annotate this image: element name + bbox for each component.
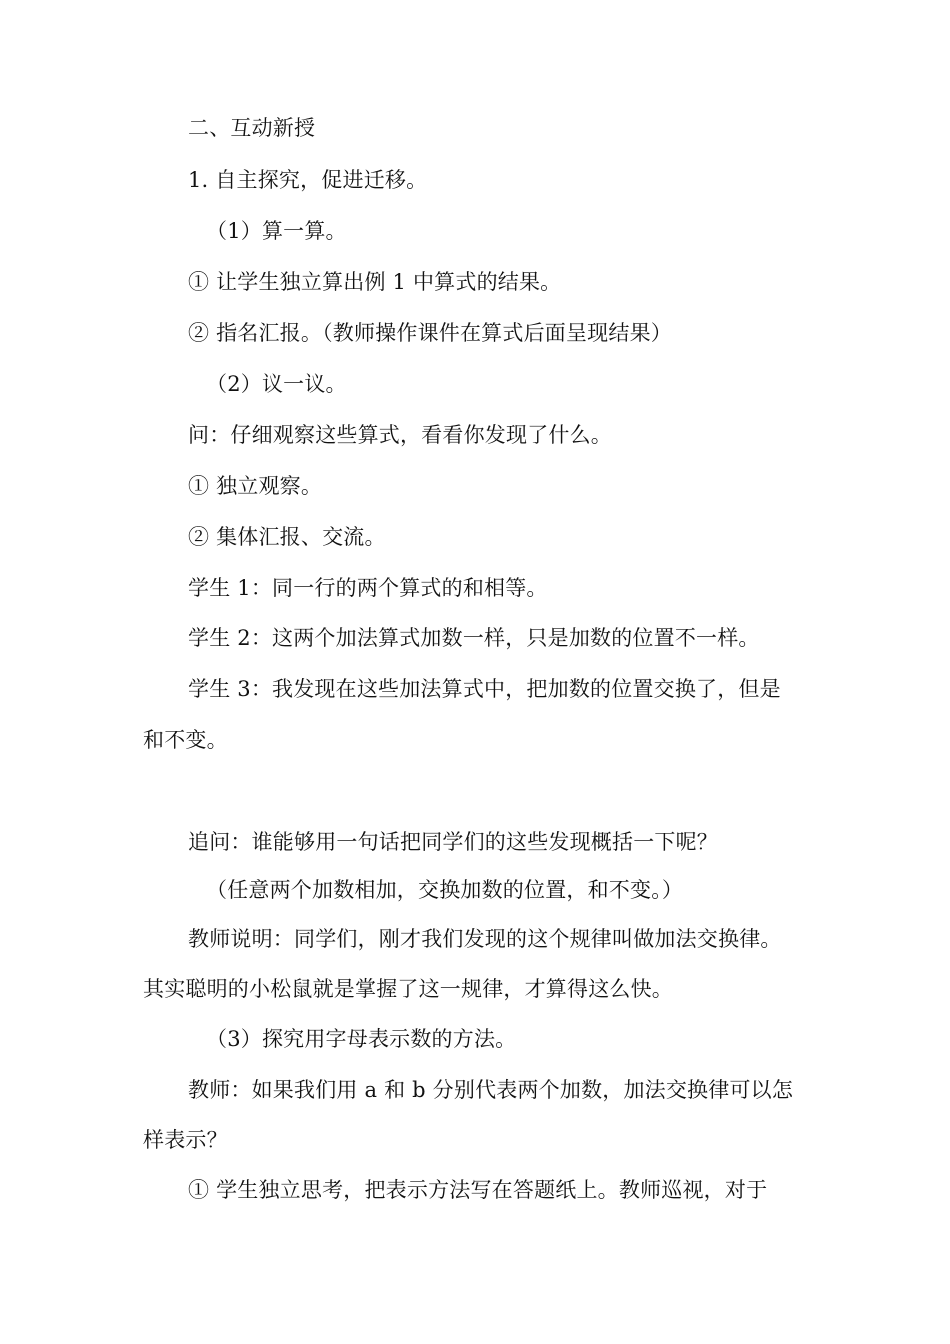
paragraph-line: 样表示？ [143, 1128, 228, 1152]
paragraph-line: ① 学生独立思考，把表示方法写在答题纸上。教师巡视，对于 [188, 1178, 768, 1202]
step-heading: （2）议一议。 [206, 372, 347, 396]
paragraph-line: （任意两个加数相加，交换加数的位置，和不变。） [206, 878, 684, 902]
paragraph-line: ② 指名汇报。（教师操作课件在算式后面呈现结果） [188, 321, 672, 345]
section-heading: 二、互动新授 [188, 116, 316, 140]
step-heading: （3）探究用字母表示数的方法。 [206, 1027, 517, 1051]
paragraph-line: 其实聪明的小松鼠就是掌握了这一规律，才算得这么快。 [143, 977, 673, 1001]
subsection-heading: 1. 自主探究，促进迁移。 [188, 168, 428, 192]
paragraph-line: ① 让学生独立算出例 1 中算式的结果。 [188, 270, 562, 294]
paragraph-line: 学生 2：这两个加法算式加数一样，只是加数的位置不一样。 [188, 626, 760, 650]
paragraph-line: 教师：如果我们用 a 和 b 分别代表两个加数，加法交换律可以怎 [188, 1078, 794, 1102]
paragraph-line: 追问：谁能够用一句话把同学们的这些发现概括一下呢？ [188, 830, 718, 854]
paragraph-line: 教师说明：同学们，刚才我们发现的这个规律叫做加法交换律。 [188, 927, 782, 951]
paragraph-line: 和不变。 [143, 728, 228, 752]
paragraph-line: ① 独立观察。 [188, 474, 323, 498]
step-heading: （1）算一算。 [206, 219, 347, 243]
paragraph-line: 学生 1：同一行的两个算式的和相等。 [188, 576, 548, 600]
paragraph-line: ② 集体汇报、交流。 [188, 525, 386, 549]
paragraph-line: 学生 3：我发现在这些加法算式中，把加数的位置交换了，但是 [188, 677, 781, 701]
paragraph-line: 问：仔细观察这些算式，看看你发现了什么。 [188, 423, 612, 447]
